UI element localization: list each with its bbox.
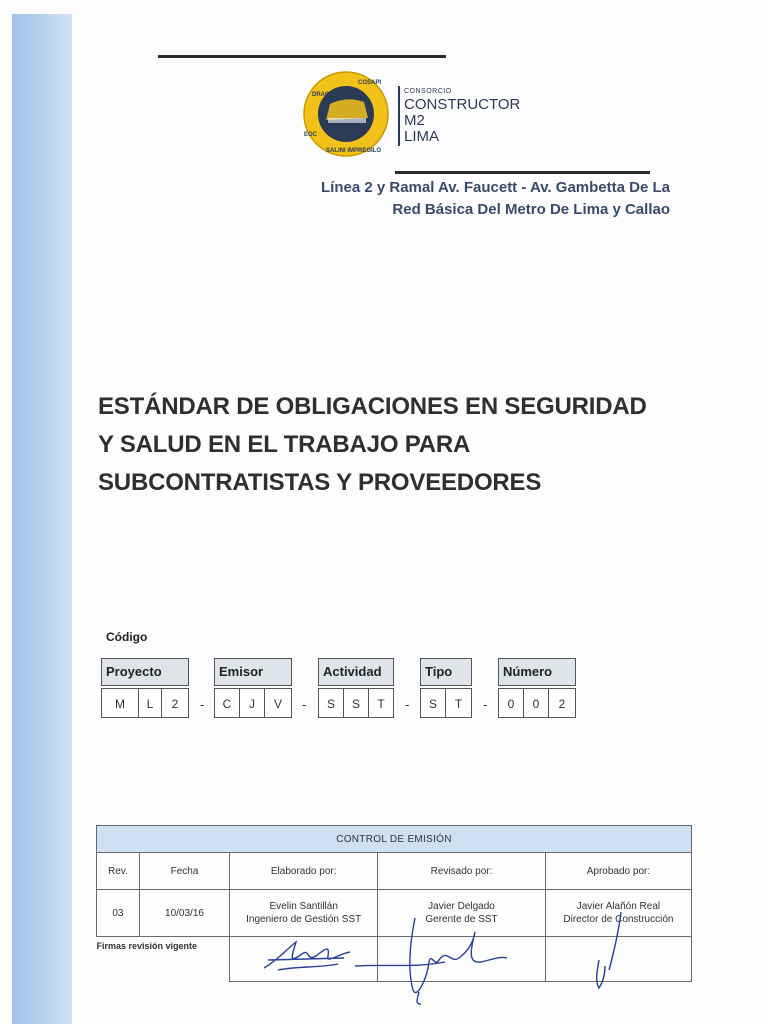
code-cell: 2: [548, 688, 576, 718]
code-header-proyecto: Proyecto: [101, 658, 189, 686]
revisado-role: Gerente de SST: [425, 914, 498, 925]
logo-lima: LIMA: [404, 128, 440, 145]
project-name-line-2: Red Básica Del Metro De Lima y Callao: [392, 201, 670, 218]
code-group-proyecto: [101, 658, 189, 718]
column-header-rev: Rev.: [97, 853, 140, 890]
code-group-numero: [498, 658, 576, 718]
code-cell: T: [368, 688, 394, 718]
code-group-actividad: [318, 658, 394, 718]
logo-consorcio: CONSORCIO: [404, 88, 452, 95]
logo-wordmark: [404, 88, 520, 145]
firmas-label: Firmas revisión vigente: [96, 941, 198, 951]
code-cell: 2: [161, 688, 189, 718]
header-rule: [158, 55, 446, 58]
elaborado-role: Ingeniero de Gestión SST: [246, 914, 362, 925]
code-separator: -: [405, 697, 410, 712]
project-rule: [395, 171, 650, 174]
code-label: Código: [106, 630, 148, 644]
sidebar-stripe: [12, 14, 72, 1024]
seal-text-2: COSAPI: [358, 80, 382, 86]
code-cell: C: [214, 688, 240, 718]
code-cell: V: [264, 688, 292, 718]
control-table-title: CONTROL DE EMISIÓN: [97, 826, 692, 853]
logo-constructor: CONSTRUCTOR: [404, 96, 521, 113]
signature-elaborado: [258, 930, 358, 980]
code-cell: S: [420, 688, 446, 718]
revisado-name: Javier Delgado: [428, 901, 495, 912]
seal-text-3: EOC: [304, 132, 318, 138]
date-value: 10/03/16: [139, 890, 229, 937]
column-header-aprobado: Aprobado por:: [545, 853, 691, 890]
signature-revisado: [355, 908, 515, 1006]
project-name-line-1: Línea 2 y Ramal Av. Faucett - Av. Gambetta De La: [321, 179, 670, 196]
code-group-tipo: [420, 658, 472, 718]
aprobado-name: Javier Alañón Real: [576, 901, 661, 912]
code-separator: -: [200, 697, 205, 712]
logo-divider: [398, 86, 400, 146]
code-header-numero: Número: [498, 658, 576, 686]
code-header-actividad: Actividad: [318, 658, 394, 686]
seal-text-1: DRAGADOS: [312, 92, 348, 98]
aprobado-role: Director de Construcción: [563, 914, 674, 925]
title-line-2: Y SALUD EN EL TRABAJO PARA: [98, 431, 471, 458]
seal-text-4: SALINI IMPREGILO: [326, 148, 382, 154]
code-header-tipo: Tipo: [420, 658, 472, 686]
column-header-fecha: Fecha: [139, 853, 229, 890]
code-cell: J: [239, 688, 265, 718]
code-cell: L: [138, 688, 162, 718]
code-header-emisor: Emisor: [214, 658, 292, 686]
code-cell: S: [343, 688, 369, 718]
column-header-revisado: Revisado por:: [378, 853, 546, 890]
title-line-3: SUBCONTRATISTAS Y PROVEEDORES: [98, 469, 542, 496]
code-separator: -: [483, 697, 488, 712]
code-separator: -: [302, 697, 307, 712]
signature-aprobado: [585, 908, 635, 992]
title-line-1: ESTÁNDAR DE OBLIGACIONES EN SEGURIDAD: [98, 393, 647, 420]
rev-value: 03: [97, 890, 140, 937]
column-header-elaborado: Elaborado por:: [230, 853, 378, 890]
code-group-emisor: [214, 658, 292, 718]
consortium-seal-logo: [300, 70, 392, 158]
logo-m2: M2: [404, 112, 425, 129]
code-cell: 0: [523, 688, 549, 718]
code-cell: 0: [498, 688, 524, 718]
code-cell: T: [445, 688, 472, 718]
elaborado-name: Evelin Santillán: [269, 901, 338, 912]
code-cell: S: [318, 688, 344, 718]
code-cell: M: [101, 688, 139, 718]
document-title: [98, 388, 718, 502]
